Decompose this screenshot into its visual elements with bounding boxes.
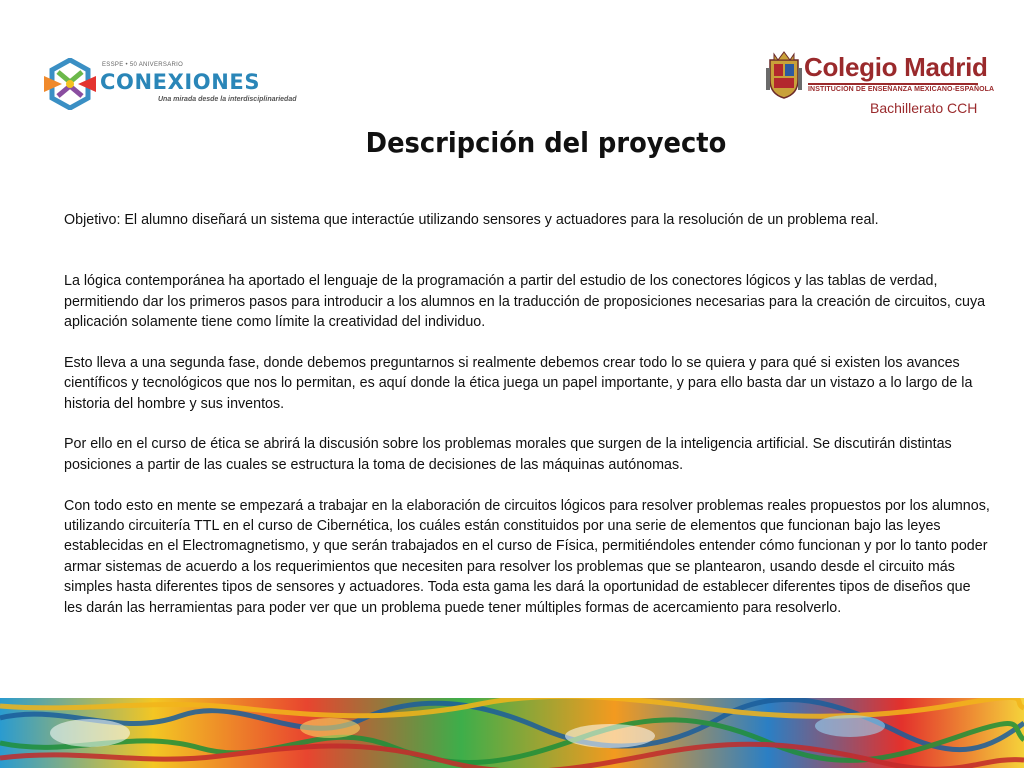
program-text: Bachillerato CCH (870, 100, 978, 116)
colegio-madrid-crest-icon (764, 50, 804, 100)
colegio-madrid-name: Colegio Madrid (804, 52, 988, 82)
conexiones-emblem-icon (40, 58, 100, 110)
colegio-madrid-logo (764, 50, 995, 122)
objective-paragraph: Objetivo: El alumno diseñará un sistema que interactúe utilizando sensores y actuadores para la resolución de un problema real. (64, 212, 879, 228)
paragraph-ethics-course: Por ello en el curso de ética se abrirá la discusión sobre los problemas morales que surgen de la inteligencia artificial. Se discutirán distintas posiciones a partir de las cuales se estructura la toma de decisiones de las máquinas autónomas. (64, 436, 952, 473)
logo-divider (808, 83, 978, 85)
anniversary-text: ESSPE • 50 ANIVERSARIO (102, 62, 184, 68)
page-title: Descripción del proyecto (365, 126, 727, 159)
conexiones-logo (40, 56, 297, 112)
conexiones-name: CONEXIONES (100, 70, 261, 94)
paragraph-logic: La lógica contemporánea ha aportado el lenguaje de la programación a partir del estudio de los conectores lógicos y las tablas de verdad, permitiendo dar los primeros pasos para introducir a los alumnos en la traducción de proposiciones necesarias para la creación de circuitos, cuya aplicación solamente tiene como límite la creatividad del individuo. (64, 273, 986, 331)
conexiones-tagline: Una mirada desde la interdisciplinariedad (158, 96, 297, 103)
decorative-watercolor-band (0, 698, 1024, 768)
paragraph-ethics-phase: Esto lleva a una segunda fase, donde debemos preguntarnos si realmente debemos crear todo lo se quiera y para qué si existen los avances científicos y tecnológicos que nos lo permitan, es aquí donde la ética juega un papel importante, y para ello basta dar un vistazo a lo largo de la historia del hombre y sus inventos. (64, 354, 973, 412)
institution-text: INSTITUCIÓN DE ENSEÑANZA MEXICANO-ESPAÑOLA (808, 86, 995, 93)
body-text (64, 210, 990, 638)
paragraph-circuits: Con todo esto en mente se empezará a trabajar en la elaboración de circuitos lógicos para resolver problemas reales propuestos por los alumnos, utilizando circuitería TTL en el curso de Cibernética, los cuáles están constituidos por una serie de elementos que funcionan bajo las leyes establecidas en el Electromagnetismo, y que serán trabajados en el curso de Física, permitiéndoles entender cómo funcionan y por lo tanto poder armar sistemas de acuerdo a los requerimientos que necesiten para resolver los problemas que se plantearon, usando desde el circuito más simples hasta diferentes tipos de sensores y actuadores. Toda esta gama les dará la oportunidad de establecer diferentes tipos de diseños que les darán las herramientas para poder ver que un problema puede tener múltiples formas de acercamiento para resolverlo. (64, 497, 990, 616)
